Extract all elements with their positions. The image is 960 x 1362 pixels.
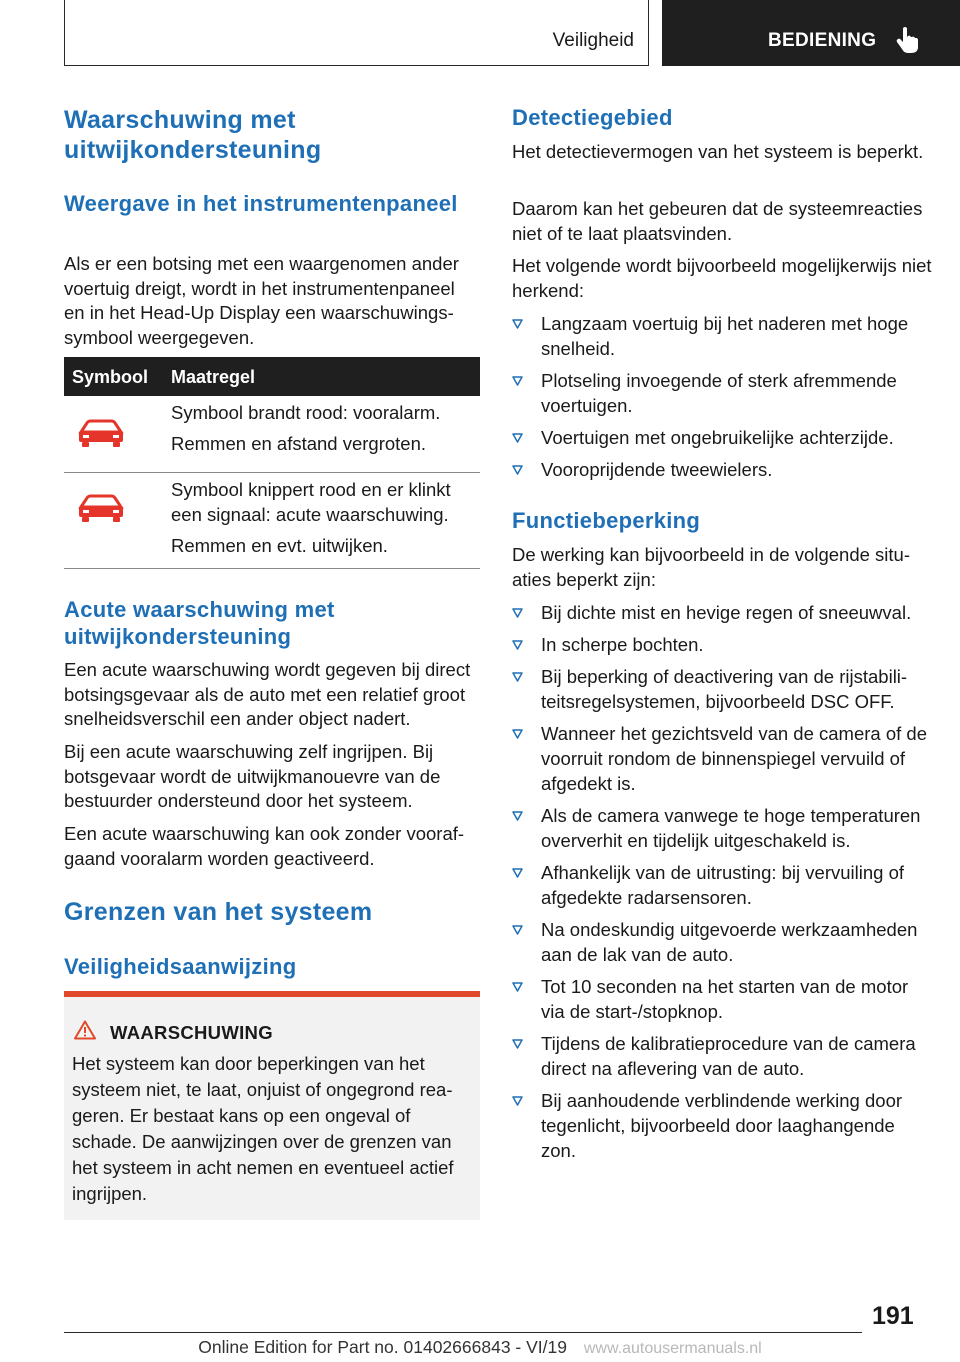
page-number: 191 [872,1302,914,1330]
section-label: BEDIENING [768,30,877,51]
bullet-triangle-icon [512,672,523,682]
footer-divider [64,1332,862,1333]
list-item-text: Bij dichte mist en hevige regen of sneeuwval. [541,602,912,623]
bullet-triangle-icon [512,640,523,650]
list-item-text: Tot 10 seconden na het starten van de motor via de start-/stopknop. [541,976,909,1022]
list-item [512,664,932,714]
table-row [64,473,480,569]
bullet-triangle-icon [512,376,523,386]
list-item [512,974,932,1024]
footer-edition [0,1337,960,1358]
bullet-triangle-icon [512,433,523,443]
list-item [512,457,932,482]
list-item-text: Wanneer het gezichtsveld van de camera of de voorruit rondom de binnenspiegel vervuild of afgedekt is. [541,723,927,794]
list-item [512,860,932,910]
list-item [512,368,932,418]
bullet-triangle-icon [512,319,523,329]
list-item-text: Plotseling invoegende of sterk afremmende voertuigen. [541,370,897,416]
list-item [512,1031,932,1081]
hand-pointer-icon [896,26,918,54]
car-warning-icon [78,418,124,448]
heading-system-limits: Grenzen van het systeem [64,898,373,926]
symbol-table [64,357,480,569]
list-item-text: Tijdens de kalibratieprocedure van de camera direct na aflevering van de auto. [541,1033,916,1079]
warning-title: WAARSCHUWING [110,1022,273,1043]
list-item-text: Vooroprijdende tweewielers. [541,459,773,480]
heading-warning-assist: Waarschuwing met uitwijkondersteuning [64,106,322,164]
bullet-triangle-icon [512,868,523,878]
list-item [512,632,932,657]
bullet-triangle-icon [512,925,523,935]
bullet-triangle-icon [512,465,523,475]
paragraph-acute-2: Bij een acute waarschuwing zelf ingrijpen. Bij botsgevaar wordt de uitwijkmanouevre van de bestuurder ondersteund door het systeem. [64,741,441,811]
paragraph-detection-3: Het volgende wordt bijvoorbeeld mogelijkerwijs niet herkend: [512,255,932,301]
bullet-triangle-icon [512,729,523,739]
paragraph-acute-1: Een acute waarschuwing wordt gegeven bij direct botsingsgevaar als de auto met een relatief groot snelheidsverschil een ander object nadert. [64,659,471,729]
list-item [512,600,932,625]
table-header-symbol: Symbool [72,367,149,387]
bullet-triangle-icon [512,608,523,618]
paragraph-detection-2: Daarom kan het gebeuren dat de systeemreacties niet of te laat plaatsvinden. [512,198,923,244]
list-item-text: Als de camera vanwege te hoge temperaturen oververhit en tijdelijk uitgeschakeld is. [541,805,921,851]
subheading-function-limitation: Functiebeperking [512,508,701,533]
table-cell-line: Remmen en evt. uitwijken. [171,535,388,556]
bullet-triangle-icon [512,1096,523,1106]
list-item-text: Bij beperking of deactivering van de rijstabiliteitsregelsystemen, bijvoorbeeld DSC OFF. [541,666,908,712]
subheading-acute-warning: Acute waarschuwing met uitwijkondersteuning [64,597,335,649]
bullet-triangle-icon [512,811,523,821]
list-item-text: Bij aanhoudende verblindende werking door tegenlicht, bijvoorbeeld door laaghangende zon. [541,1090,903,1161]
footer-edition-text: Online Edition for Part no. 01402666843 - VI/19 [198,1337,567,1357]
table-header [64,357,480,396]
warning-triangle-icon [74,1020,96,1040]
paragraph-acute-3: Een acute waarschuwing kan ook zonder voorafgaand vooralarm worden geactiveerd. [64,823,465,869]
list-item [512,803,932,853]
list-item-text: Voertuigen met ongebruikelijke achterzijde. [541,427,894,448]
paragraph-function: De werking kan bijvoorbeeld in de volgende situaties beperkt zijn: [512,544,910,590]
paragraph-detection-1: Het detectievermogen van het systeem is beperkt. [512,141,924,162]
subheading-instrument-display: Weergave in het instrumentenpaneel [64,191,458,216]
list-item [512,425,932,450]
table-cell-line: Symbool brandt rood: vooralarm. [171,402,441,423]
list-item-text: Afhankelijk van de uitrusting: bij vervuiling of afgedekte radarsensoren. [541,862,904,908]
bullet-triangle-icon [512,982,523,992]
list-item-text: In scherpe bochten. [541,634,704,655]
car-warning-icon [78,493,124,523]
warning-text: Het systeem kan door beperkingen van het systeem niet, te laat, onjuist of ongegrond reageren. Er bestaat kans op een ongeval of schade. De aanwijzingen over de grenzen van het systeem in acht nemen en eventueel actief ingrijpen. [72,1053,454,1204]
list-item-text: Na ondeskundig uitgevoerde werkzaamheden aan de lak van de auto. [541,919,918,965]
table-header-measure: Maatregel [171,367,256,387]
footer-watermark: www.autousermanuals.nl [583,1340,762,1357]
warning-box [64,991,480,1220]
paragraph-display: Als er een botsing met een waargenomen ander voertuig dreigt, wordt in het instrumentenpaneel en in het Head-Up Display een waarschuwingssymbool weergegeven. [64,253,459,348]
list-item [512,311,932,361]
bullet-triangle-icon [512,1039,523,1049]
list-item [512,1088,932,1163]
table-cell-line: Remmen en afstand vergroten. [171,433,427,454]
list-item [512,917,932,967]
list-item-text: Langzaam voertuig bij het naderen met hoge snelheid. [541,313,909,359]
header-section-box [662,0,960,66]
page-header-title: Veiligheid [552,30,634,51]
header-title-box [64,0,649,66]
subheading-safety-notice: Veiligheidsaanwijzing [64,954,297,979]
table-cell-line: Symbool knippert rood en er klinkt een signaal: acute waarschuwing. [171,479,451,525]
list-item [512,721,932,796]
table-row [64,396,480,473]
subheading-detection-area: Detectiegebied [512,105,673,130]
